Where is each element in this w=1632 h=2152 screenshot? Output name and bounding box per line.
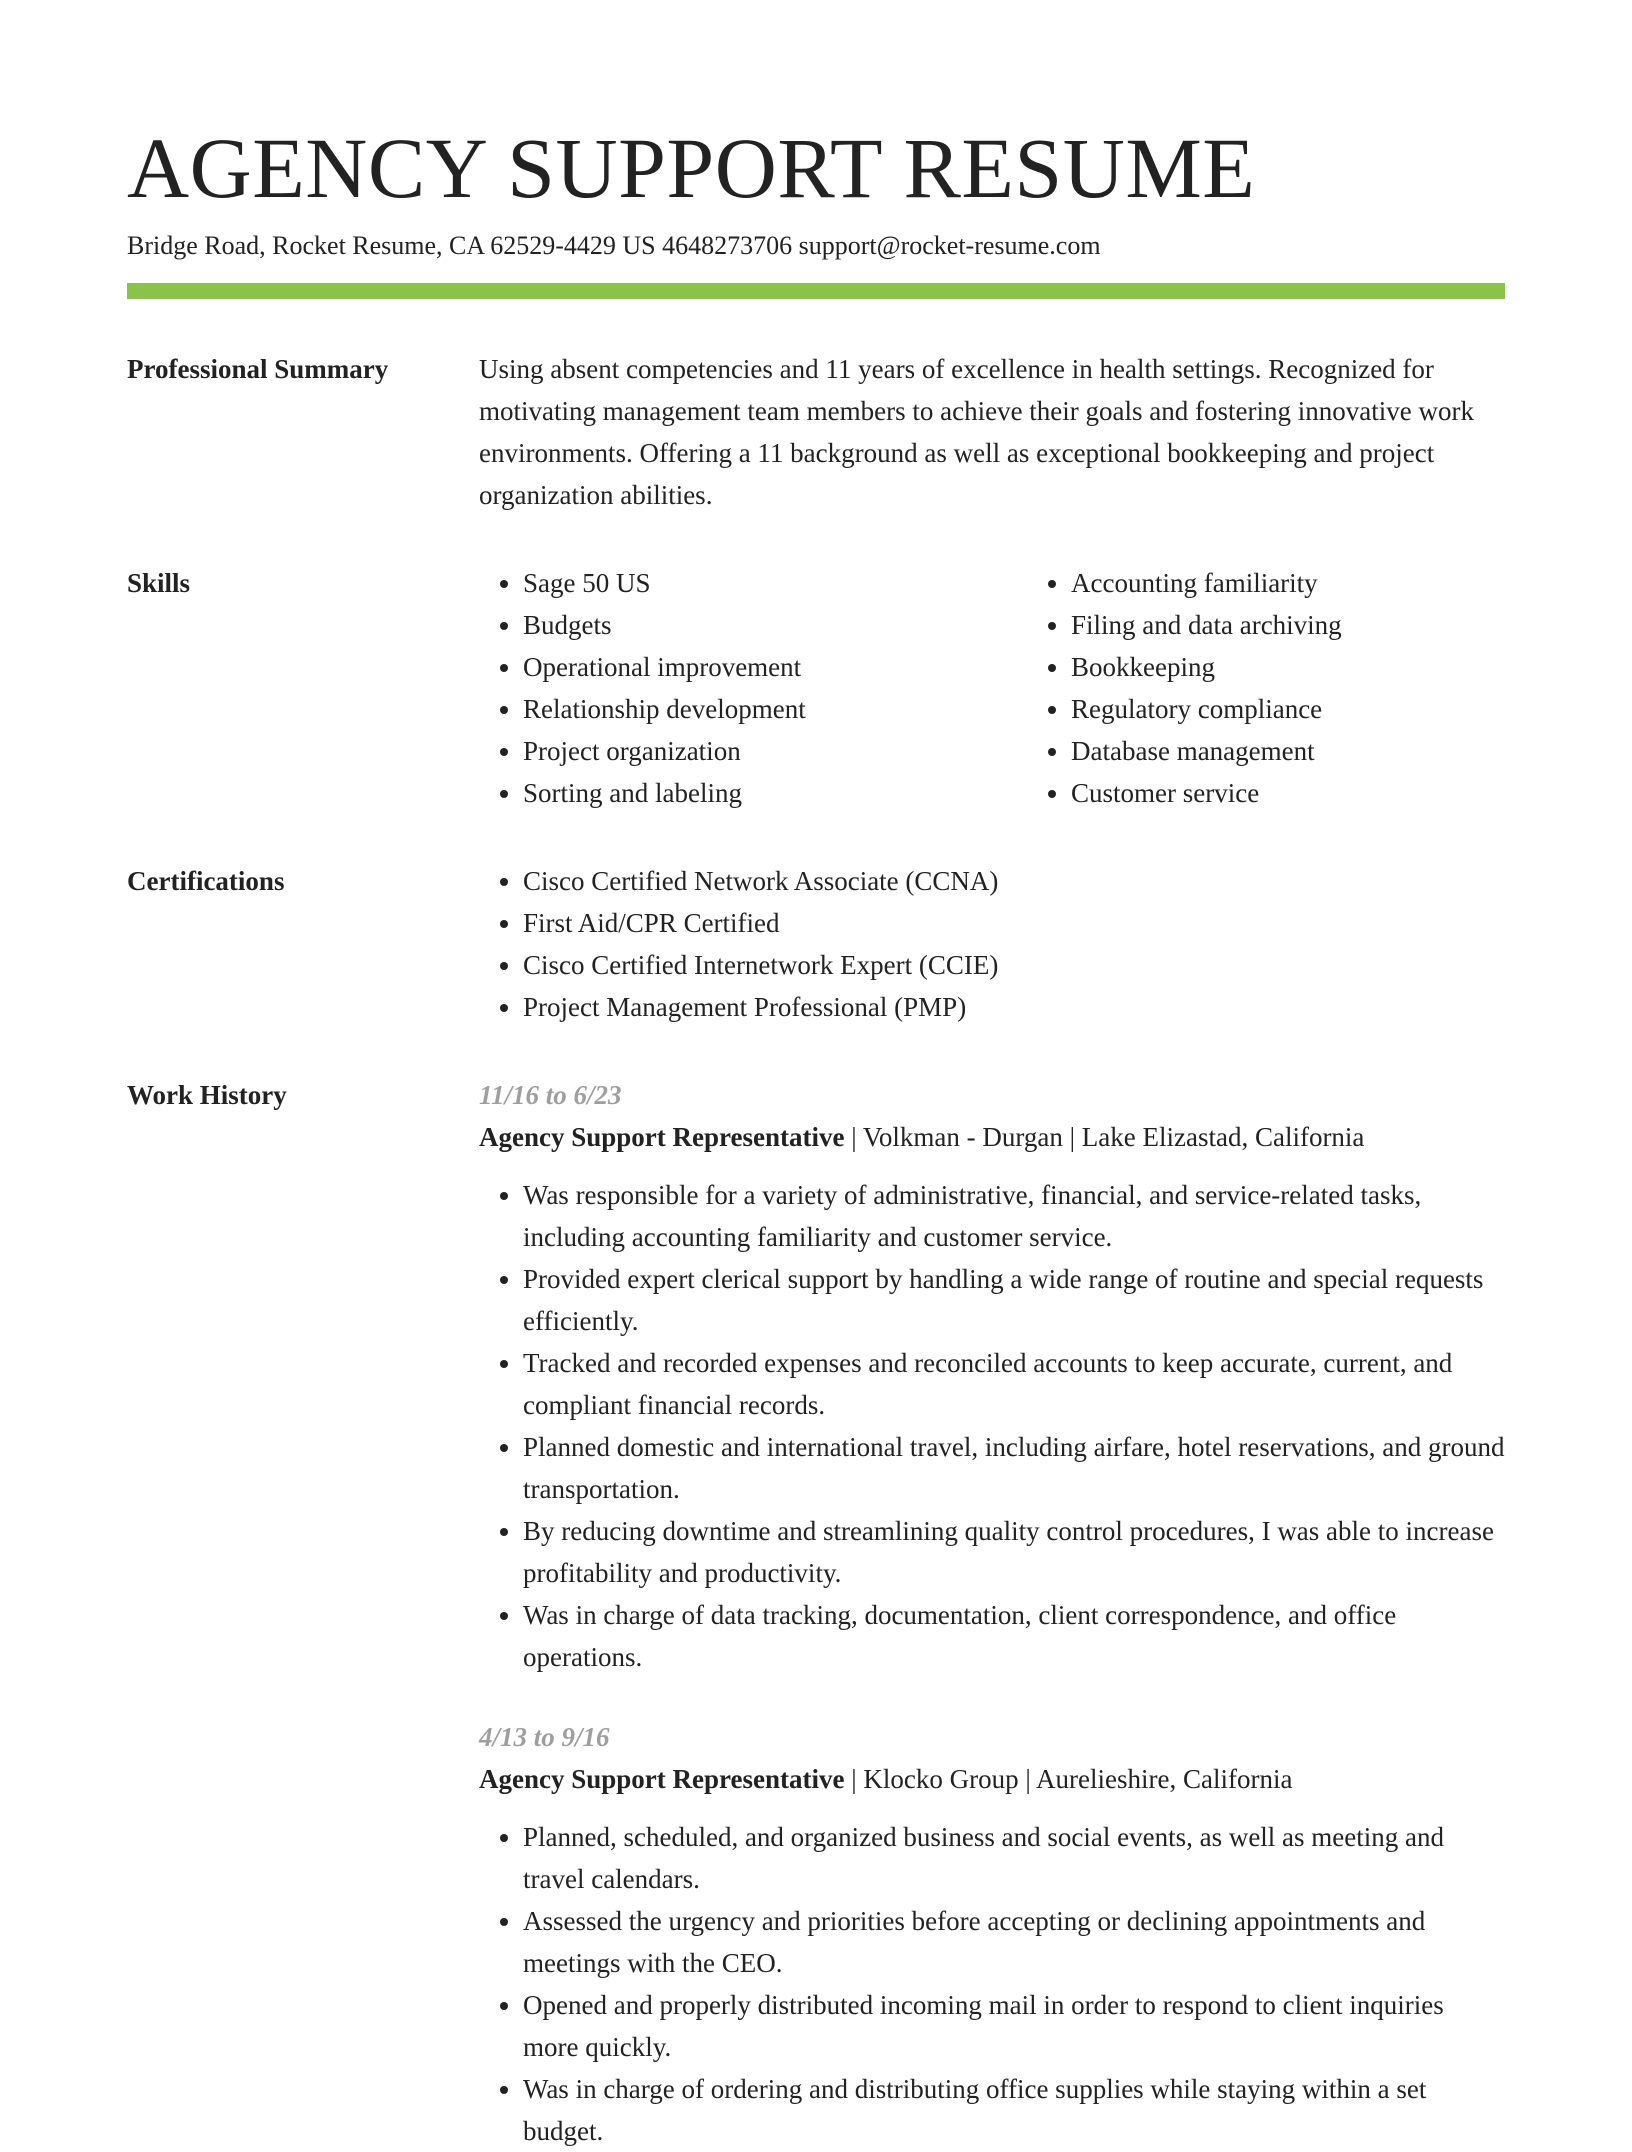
job-duty: • Was in charge of data tracking, documentation, client correspondence, and office operations. <box>523 1594 1505 1678</box>
certifications-list <box>479 860 1505 1028</box>
job-title: Agency Support Representative <box>479 1764 845 1794</box>
job-duty: • Planned domestic and international travel, including airfare, hotel reservations, and ground transportation. <box>523 1426 1505 1510</box>
work-history-label: Work History <box>127 1080 287 1110</box>
skill-item: • Budgets <box>523 604 1027 646</box>
summary-text: Using absent competencies and 11 years of excellence in health settings. Recognized for motivating management team members to achieve their goals and fostering innovative work environments. Offering a 11 background as well as exceptional bookkeeping and project organization abilities. <box>479 354 1474 510</box>
job-duties-list <box>479 1816 1505 2152</box>
certification-item: • Project Management Professional (PMP) <box>523 986 1505 1028</box>
skill-item: • Filing and data archiving <box>1071 604 1575 646</box>
job-duty: • Was responsible for a variety of administrative, financial, and service-related tasks, including accounting familiarity and customer service. <box>523 1174 1505 1258</box>
skill-item: • Database management <box>1071 730 1575 772</box>
contact-email[interactable]: support@rocket-resume.com <box>798 231 1101 260</box>
skill-item: • Regulatory compliance <box>1071 688 1575 730</box>
job-title: Agency Support Representative <box>479 1122 845 1152</box>
job-heading <box>479 1758 1505 1800</box>
skills-section <box>127 562 1505 814</box>
header-divider <box>127 283 1505 299</box>
certification-item: • Cisco Certified Network Associate (CCNA) <box>523 860 1505 902</box>
job-duties-list <box>479 1174 1505 1678</box>
job-entry <box>479 1074 1505 1678</box>
job-entry <box>479 1716 1505 2152</box>
job-duty: • Provided expert clerical support by handling a wide range of routine and special requests efficiently. <box>523 1258 1505 1342</box>
contact-address: Bridge Road, Rocket Resume, CA 62529-4429 US <box>127 231 656 260</box>
summary-label: Professional Summary <box>127 354 389 384</box>
skills-label: Skills <box>127 568 191 598</box>
skill-item: • Bookkeeping <box>1071 646 1575 688</box>
skill-item: • Customer service <box>1071 772 1575 814</box>
job-duty: • Tracked and recorded expenses and reconciled accounts to keep accurate, current, and compliant financial records. <box>523 1342 1505 1426</box>
skill-item: • Sorting and labeling <box>523 772 1027 814</box>
skill-item: • Relationship development <box>523 688 1027 730</box>
job-employer-location: | Volkman - Durgan | Lake Elizastad, California <box>844 1122 1365 1152</box>
summary-section <box>127 348 1505 516</box>
job-duty: • Was in charge of ordering and distributing office supplies while staying within a set budget. <box>523 2068 1505 2152</box>
skill-item: • Project organization <box>523 730 1027 772</box>
contact-line <box>127 228 1505 264</box>
job-duty: • Opened and properly distributed incoming mail in order to respond to client inquiries more quickly. <box>523 1984 1505 2068</box>
job-duty: • Planned, scheduled, and organized business and social events, as well as meeting and travel calendars. <box>523 1816 1505 1900</box>
job-duty: • Assessed the urgency and priorities before accepting or declining appointments and meetings with the CEO. <box>523 1900 1505 1984</box>
certification-item: • Cisco Certified Internetwork Expert (CCIE) <box>523 944 1505 986</box>
contact-phone: 4648273706 <box>662 231 793 260</box>
job-heading <box>479 1116 1505 1158</box>
skills-list-right <box>1027 562 1575 814</box>
job-dates: 4/13 to 9/16 <box>479 1722 610 1752</box>
certification-item: • First Aid/CPR Certified <box>523 902 1505 944</box>
certifications-label: Certifications <box>127 866 285 896</box>
skills-list-left <box>479 562 1027 814</box>
work-history-section <box>127 1074 1505 2152</box>
job-employer-location: | Klocko Group | Aurelieshire, California <box>844 1764 1293 1794</box>
skill-item: • Accounting familiarity <box>1071 562 1575 604</box>
certifications-section <box>127 860 1505 1028</box>
job-duty: • By reducing downtime and streamlining quality control procedures, I was able to increase profitability and productivity. <box>523 1510 1505 1594</box>
job-dates: 11/16 to 6/23 <box>479 1080 622 1110</box>
skill-item: • Operational improvement <box>523 646 1027 688</box>
resume-title: AGENCY SUPPORT RESUME <box>127 120 1256 216</box>
skill-item: • Sage 50 US <box>523 562 1027 604</box>
